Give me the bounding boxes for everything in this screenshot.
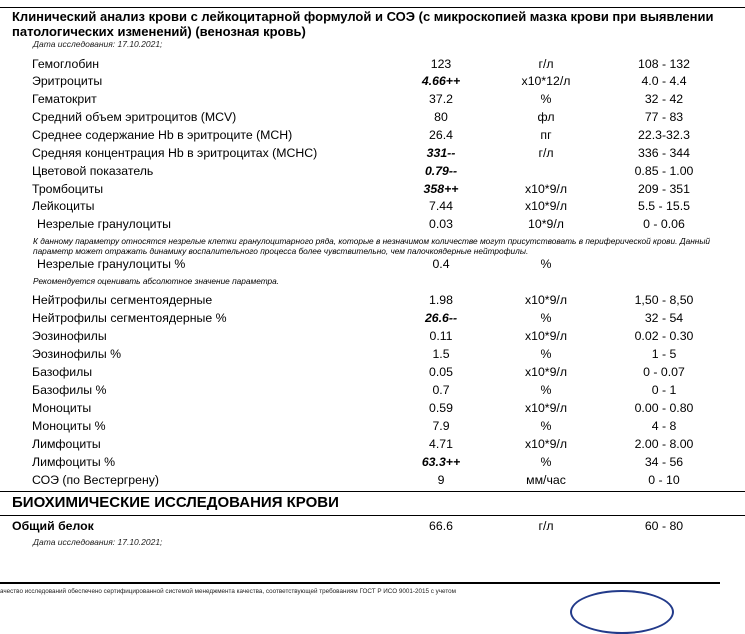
- row-value: 63.3++: [421, 455, 461, 469]
- row-name: Нейтрофилы сегментоядерные %: [32, 311, 227, 325]
- row-unit: г/л: [538, 57, 554, 71]
- row-unit: %: [540, 347, 552, 361]
- row-reference: 336 - 344: [638, 146, 690, 160]
- row-name: Лимфоциты: [32, 437, 101, 451]
- row-unit: пг: [540, 128, 552, 142]
- table-row: [0, 453, 745, 471]
- test-title: Клинический анализ крови с лейкоцитарной формулой и СОЭ (с микроскопией мазка крови при выявлении патологических изменений) (венозная кровь): [12, 9, 714, 39]
- row-reference: 2.00 - 8.00: [634, 437, 694, 451]
- row-name: Нейтрофилы сегментоядерные: [32, 293, 213, 307]
- row-unit: x10*9/л: [524, 293, 568, 307]
- row-value: 0.79--: [424, 164, 458, 178]
- row-reference: 32 - 54: [644, 311, 684, 325]
- table-row: [0, 399, 745, 417]
- row-reference: 77 - 83: [644, 110, 684, 124]
- row-unit: г/л: [538, 519, 554, 533]
- row-value: 0.03: [429, 217, 453, 231]
- row-value: 4.66++: [421, 74, 461, 88]
- row-reference: 0.00 - 0.80: [634, 401, 694, 415]
- row-name: Базофилы: [32, 365, 93, 379]
- row-reference: 34 - 56: [644, 455, 684, 469]
- row-reference: 0 - 10: [648, 473, 680, 487]
- row-reference: 0 - 1: [651, 383, 677, 397]
- note-immature-granulocytes: К данному параметру относятся незрелые клетки гранулоцитарного ряда, которые в незначимом количестве могут присутствовать в периферической крови. Данный параметр может отражать динамику воспалительного процесса более чувствительно, чем палочкоядерные нейтрофилы.: [33, 236, 711, 256]
- row-reference: 0.02 - 0.30: [634, 329, 694, 343]
- footer-divider: [0, 582, 720, 584]
- row-unit: мм/час: [526, 473, 566, 487]
- test-date: Дата исследования: 17.10.2021;: [33, 39, 163, 49]
- table-row: [0, 180, 745, 198]
- row-value: 0.4: [432, 257, 450, 271]
- row-name: Незрелые гранулоциты %: [37, 257, 186, 271]
- lab-stamp: [570, 590, 674, 634]
- row-value: 0.11: [429, 329, 453, 343]
- table-row: [0, 417, 745, 435]
- table-row: [0, 255, 745, 273]
- row-unit: x10*9/л: [524, 365, 568, 379]
- row-name: Базофилы %: [32, 383, 107, 397]
- row-name: Средняя концентрация Hb в эритроцитах (MCHC): [32, 146, 318, 160]
- row-value: 0.7: [432, 383, 450, 397]
- row-name: Средний объем эритроцитов (MCV): [32, 110, 237, 124]
- table-row: [0, 363, 745, 381]
- row-unit: x10*12/л: [521, 74, 571, 88]
- row-name: Моноциты: [32, 401, 92, 415]
- row-name: СОЭ (по Вестергрену): [32, 473, 159, 487]
- row-unit: x10*9/л: [524, 401, 568, 415]
- row-value: 80: [434, 110, 448, 124]
- row-value: 123: [430, 57, 452, 71]
- row-name: Эозинофилы: [32, 329, 107, 343]
- row-unit: 10*9/л: [528, 217, 564, 231]
- row-reference: 4.0 - 4.4: [641, 74, 687, 88]
- row-reference: 32 - 42: [644, 92, 684, 106]
- note-absolute-value: Рекомендуется оценивать абсолютное значение параметра.: [33, 276, 280, 286]
- row-value: 0.59: [429, 401, 453, 415]
- row-value: 1.98: [429, 293, 453, 307]
- row-reference: 0.85 - 1.00: [634, 164, 694, 178]
- row-unit: %: [540, 419, 552, 433]
- row-name: Лимфоциты %: [32, 455, 116, 469]
- row-name: Эозинофилы %: [32, 347, 122, 361]
- row-reference: 1,50 - 8,50: [634, 293, 694, 307]
- section-divider-bottom: [0, 515, 745, 516]
- row-name: Моноциты %: [32, 419, 106, 433]
- table-row: [0, 108, 745, 126]
- row-unit: x10*9/л: [524, 437, 568, 451]
- table-row: [0, 126, 745, 144]
- row-name: Эритроциты: [32, 74, 103, 88]
- row-unit: г/л: [538, 146, 554, 160]
- row-reference: 5.5 - 15.5: [638, 199, 690, 213]
- row-name: Общий белок: [12, 519, 94, 533]
- table-row-total-protein: [0, 517, 745, 535]
- row-value: 9: [437, 473, 445, 487]
- table-row: [0, 471, 745, 489]
- row-reference: 108 - 132: [638, 57, 690, 71]
- row-reference: 4 - 8: [651, 419, 677, 433]
- row-value: 66.6: [429, 519, 453, 533]
- biochem-section-title: БИОХИМИЧЕСКИЕ ИССЛЕДОВАНИЯ КРОВИ: [12, 494, 339, 511]
- top-divider: [0, 0, 745, 8]
- row-unit: x10*9/л: [524, 329, 568, 343]
- table-row: [0, 309, 745, 327]
- row-name: Гематокрит: [32, 92, 97, 106]
- row-value: 26.4: [429, 128, 453, 142]
- row-reference: 0 - 0.06: [643, 217, 685, 231]
- row-unit: x10*9/л: [524, 182, 568, 196]
- row-unit: %: [540, 311, 552, 325]
- row-value: 7.9: [432, 419, 450, 433]
- row-name: Тромбоциты: [32, 182, 104, 196]
- table-row: [0, 197, 745, 215]
- row-name: Лейкоциты: [32, 199, 95, 213]
- table-row: [0, 90, 745, 108]
- row-unit: %: [540, 257, 552, 271]
- row-unit: %: [540, 383, 552, 397]
- table-row: [0, 72, 745, 90]
- row-reference: 60 - 80: [644, 519, 684, 533]
- row-name: Незрелые гранулоциты: [37, 217, 171, 231]
- row-value: 26.6--: [424, 311, 458, 325]
- table-row: [0, 327, 745, 345]
- table-row: [0, 291, 745, 309]
- row-value: 1.5: [432, 347, 450, 361]
- footer-text: ачество исследований обеспечено сертифицированной системой менеджмента качества, соответствующей требованиям ГОСТ Р ИСО 9001-2015 с учетом: [0, 588, 456, 595]
- row-name: Цветовой показатель: [32, 164, 154, 178]
- row-reference: 22.3-32.3: [638, 128, 690, 142]
- table-row: [0, 215, 745, 233]
- table-row: [0, 162, 745, 180]
- row-value: 37.2: [429, 92, 453, 106]
- row-unit: x10*9/л: [524, 199, 568, 213]
- table-row: [0, 55, 745, 73]
- row-name: Среднее содержание Hb в эритроците (MCH): [32, 128, 293, 142]
- table-row: [0, 345, 745, 363]
- row-reference: 1 - 5: [651, 347, 677, 361]
- row-value: 7.44: [429, 199, 453, 213]
- row-reference: 209 - 351: [638, 182, 690, 196]
- biochem-date: Дата исследования: 17.10.2021;: [33, 537, 163, 547]
- row-unit: %: [540, 455, 552, 469]
- row-value: 0.05: [429, 365, 453, 379]
- row-unit: фл: [537, 110, 555, 124]
- row-value: 4.71: [429, 437, 453, 451]
- row-value: 358++: [423, 182, 459, 196]
- row-name: Гемоглобин: [32, 57, 100, 71]
- table-row: [0, 144, 745, 162]
- row-reference: 0 - 0.07: [643, 365, 685, 379]
- table-row: [0, 435, 745, 453]
- row-unit: %: [540, 92, 552, 106]
- row-value: 331--: [426, 146, 456, 160]
- table-row: [0, 381, 745, 399]
